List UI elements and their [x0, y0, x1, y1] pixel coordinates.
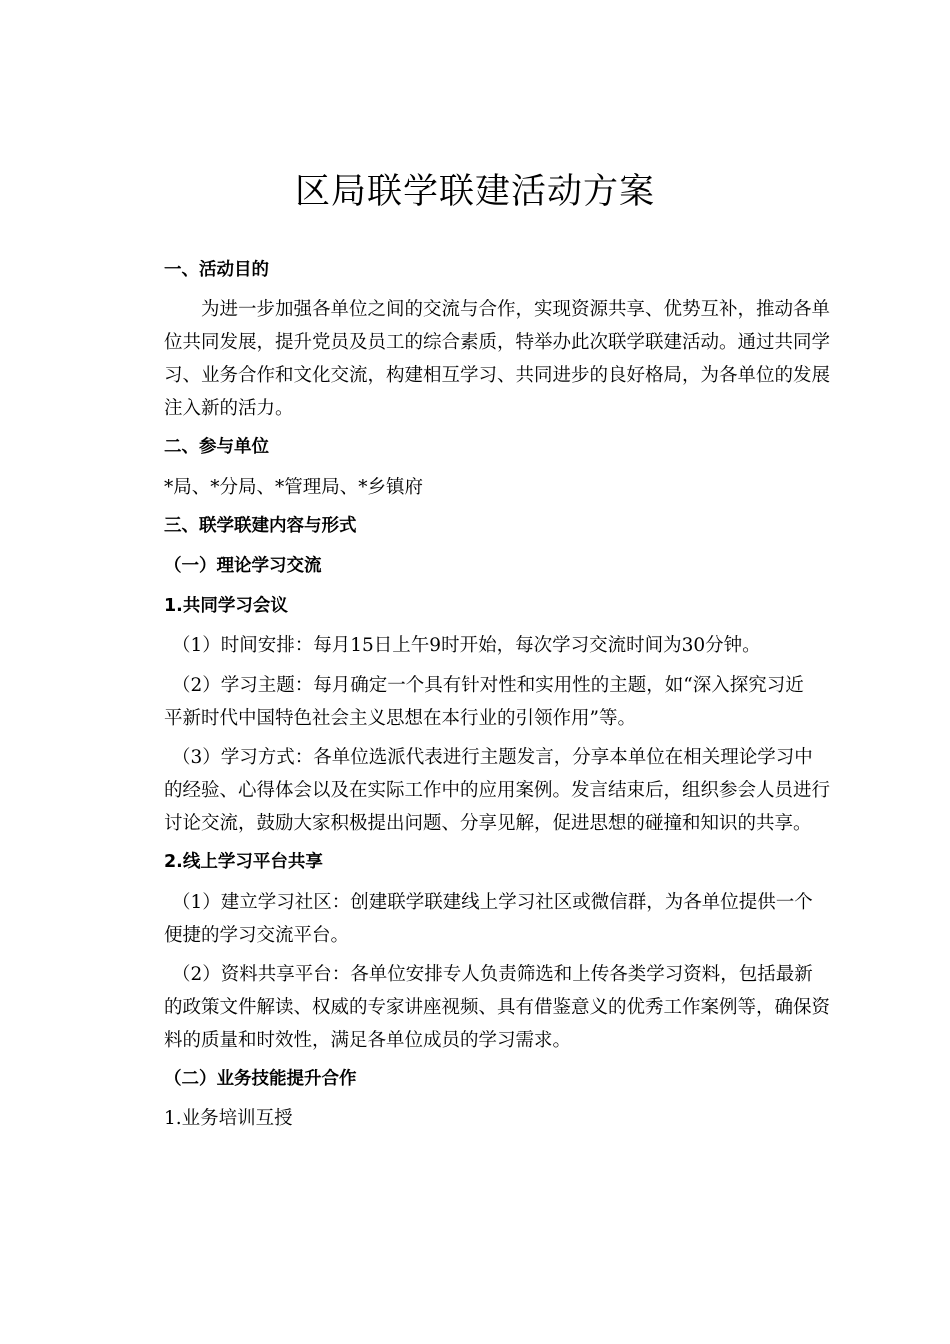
paragraph-line: 料的质量和时效性，满足各单位成员的学习需求。 — [164, 1030, 572, 1051]
paragraph-line: （2）资料共享平台：各单位安排专人负责筛选和上传各类学习资料，包括最新 — [172, 964, 813, 985]
item-heading-online: 2.线上学习平台共享 — [164, 852, 323, 872]
paragraph-line: 注入新的活力。 — [164, 398, 294, 419]
section-heading-purpose: 一、活动目的 — [164, 260, 269, 280]
paragraph-line: 习、业务合作和文化交流，构建相互学习、共同进步的良好格局，为各单位的发展 — [164, 365, 831, 386]
subsection-heading-theory: （一）理论学习交流 — [164, 556, 322, 576]
subsection-heading-skills: （二）业务技能提升合作 — [164, 1069, 357, 1089]
paragraph-line: （1）时间安排：每月15日上午9时开始，每次学习交流时间为30分钟。 — [172, 635, 761, 656]
paragraph-line: （2）学习主题：每月确定一个具有针对性和实用性的主题，如“深入探究习近 — [172, 675, 804, 696]
paragraph-line: 平新时代中国特色社会主义思想在本行业的引领作用”等。 — [164, 708, 636, 729]
paragraph-line: 的经验、心得体会以及在实际工作中的应用案例。发言结束后，组织参会人员进行 — [164, 780, 831, 801]
paragraph-line: 讨论交流，鼓励大家积极提出问题、分享见解，促进思想的碰撞和知识的共享。 — [164, 813, 812, 834]
section-heading-participants: 二、参与单位 — [164, 437, 269, 457]
paragraph-line: （3）学习方式：各单位选派代表进行主题发言，分享本单位在相关理论学习中 — [172, 747, 813, 768]
item-heading-training: 1.业务培训互授 — [164, 1108, 293, 1129]
participants-line: *局、*分局、*管理局、*乡镇府 — [164, 477, 424, 498]
section-heading-content: 三、联学联建内容与形式 — [164, 516, 357, 536]
paragraph-line: 便捷的学习交流平台。 — [164, 925, 350, 946]
paragraph-line: （1）建立学习社区：创建联学联建线上学习社区或微信群，为各单位提供一个 — [172, 892, 813, 913]
paragraph-line: 为进一步加强各单位之间的交流与合作，实现资源共享、优势互补，推动各单 — [201, 299, 831, 320]
item-heading-meeting: 1.共同学习会议 — [164, 596, 288, 616]
page-title: 区局联学联建活动方案 — [294, 172, 655, 212]
paragraph-line: 的政策文件解读、权威的专家讲座视频、具有借鉴意义的优秀工作案例等，确保资 — [164, 997, 831, 1018]
paragraph-line: 位共同发展，提升党员及员工的综合素质，特举办此次联学联建活动。通过共同学 — [164, 332, 831, 353]
